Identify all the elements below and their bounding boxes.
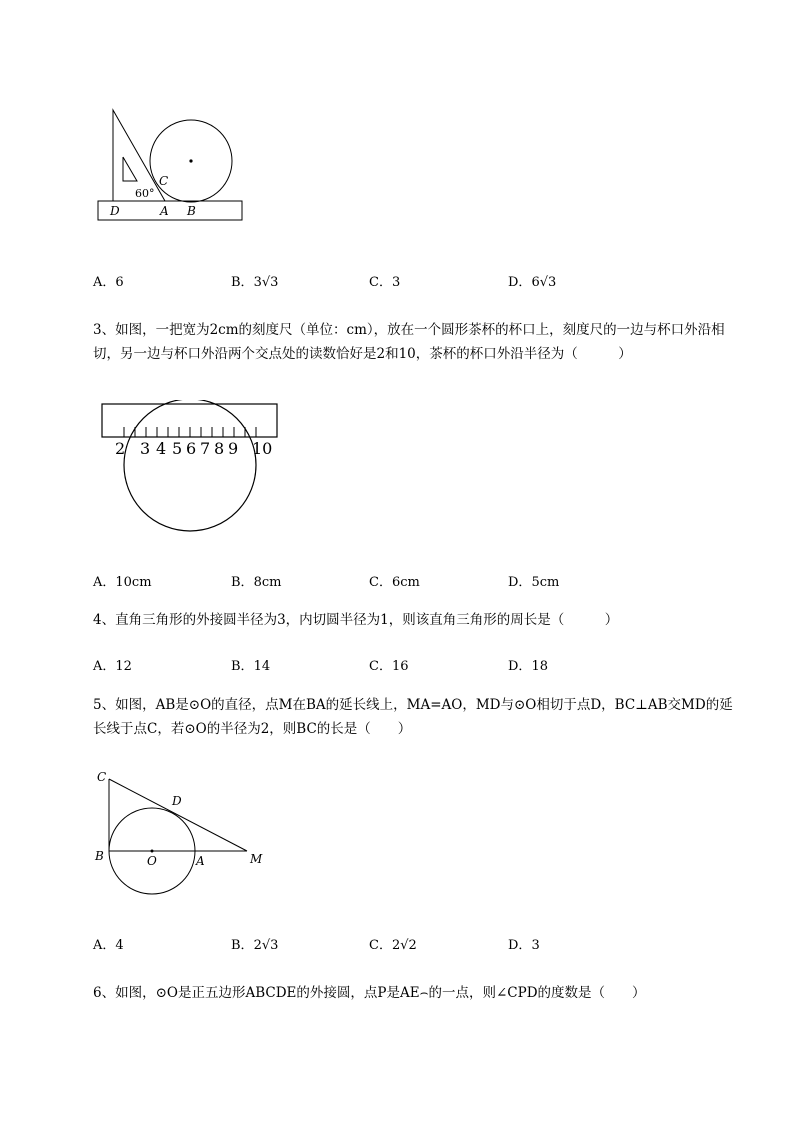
q4-option-d[interactable]: D．18 [508,659,548,674]
q2-option-c[interactable]: C．3 [369,275,401,290]
center-o-dot [151,850,154,853]
question-4-text: 4、直角三角形的外接圆半径为3，内切圆半径为1，则该直角三角形的周长是（ ） [93,612,619,628]
label-o: O [147,854,157,868]
ruler-num-6: 6 [186,439,197,458]
ruler-num-4: 4 [156,439,167,458]
q5-option-c[interactable]: C．2√2 [369,938,417,953]
label-a: A [196,854,205,868]
q2-options [93,271,693,291]
label-c: C [97,770,107,784]
ruler-num-2: 2 [115,439,126,458]
label-b: B [187,204,196,218]
ruler-num-5: 5 [172,439,183,458]
q2-option-d[interactable]: D．6√3 [508,275,557,290]
label-d: D [172,794,182,808]
question-6-text: 6、如图，⊙O是正五边形ABCDE的外接圆，点P是AE⌢的一点，则∠CPD的度数是（ ） [93,985,646,1001]
circle-center-dot [189,159,192,162]
ruler-ticks [124,427,256,437]
angle-label: 60° [135,187,155,200]
question-5-text: 5、如图，AB是⊙O的直径，点M在BA的延长线上，MA=AO，MD与⊙O相切于点D，BC⊥AB交MD的延长线于点C，若⊙O的半径为2，则BC的长是（ ） [93,697,733,737]
figure-tangent-circle [92,765,272,900]
q5-option-b[interactable]: B．2√3 [231,938,279,953]
cup-rim [124,400,256,531]
label-c: C [159,174,169,188]
q4-option-b[interactable]: B．14 [231,659,271,674]
figure-triangle-circle [95,105,250,225]
q3-option-c[interactable]: C．6cm [369,575,420,590]
q2-option-b[interactable]: B．3√3 [231,275,279,290]
q5-option-d[interactable]: D．3 [508,938,540,953]
q4-option-c[interactable]: C．16 [369,659,409,674]
label-d: D [110,204,120,218]
q4-option-a[interactable]: A．12 [93,659,132,674]
q2-option-a[interactable]: A．6 [93,275,124,290]
q5-options [93,934,693,954]
figure-ruler-cup [98,400,283,535]
q3-options [93,571,693,591]
ruler-num-10: 10 [252,439,273,458]
q5-option-a[interactable]: A．4 [93,938,124,953]
ruler-num-9: 9 [228,439,239,458]
label-a: A [160,204,169,218]
q4-options [93,655,693,675]
ruler-num-7: 7 [200,439,211,458]
question-3-text: 3、如图，一把宽为2cm的刻度尺（单位：cm），放在一个圆形茶杯的杯口上，刻度尺的一边与杯口外沿相切，另一边与杯口外沿两个交点处的读数恰好是2和10，茶杯的杯口外沿半径为（ ） [93,322,725,362]
q3-option-a[interactable]: A．10cm [93,575,152,590]
ruler-num-8: 8 [214,439,225,458]
q3-option-b[interactable]: B．8cm [231,575,282,590]
q3-option-d[interactable]: D．5cm [508,575,560,590]
set-square-hole [123,157,137,181]
segment-cm [109,779,247,851]
label-m: M [250,852,263,866]
ruler-num-3: 3 [140,439,151,458]
label-b: B [95,849,104,863]
